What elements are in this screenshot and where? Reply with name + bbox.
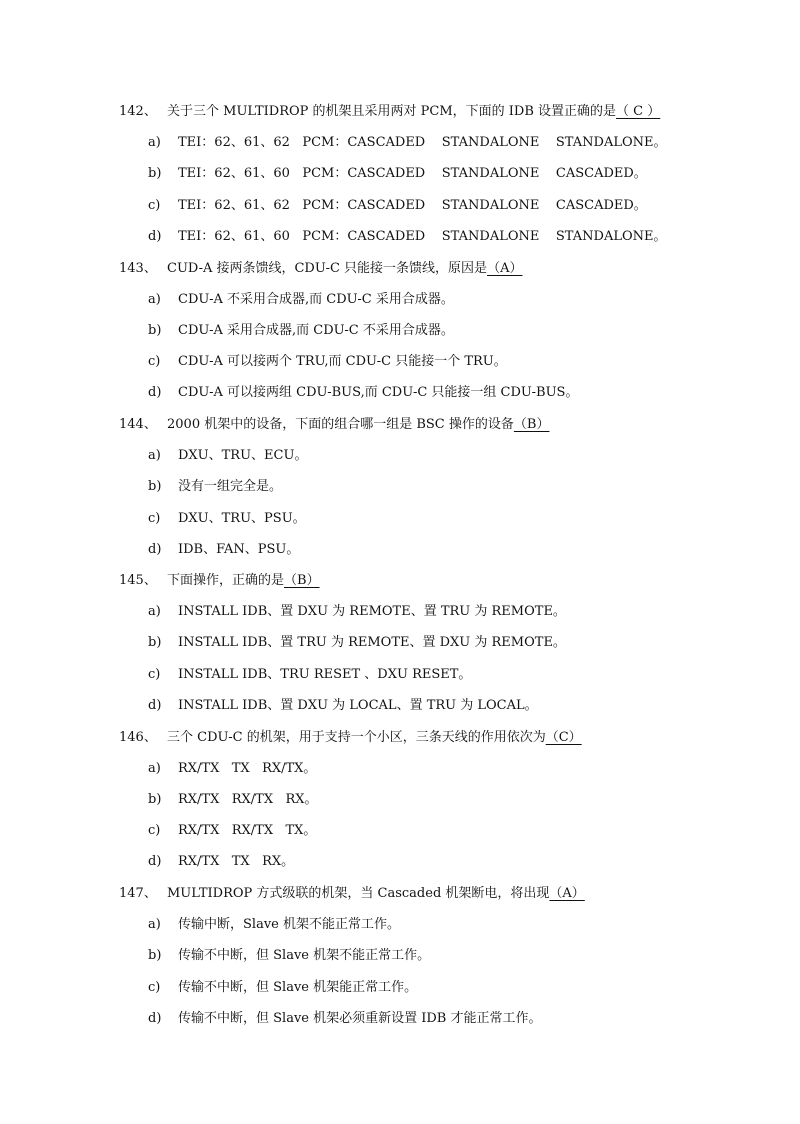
option-text: 传输不中断，但 Slave 机架不能正常工作。	[178, 948, 431, 963]
option-text: TEI：62、61、60 PCM：CASCADED STANDALONE STANDALONE。	[178, 229, 667, 244]
option-c	[148, 508, 306, 530]
option-text: 没有一组完全是。	[178, 479, 283, 494]
option-letter: c)	[148, 980, 161, 995]
option-b	[148, 789, 318, 811]
option-letter: b)	[148, 323, 162, 338]
question-stem	[119, 570, 320, 592]
option-letter: a)	[148, 448, 161, 463]
question-stem	[119, 258, 522, 280]
option-b	[148, 163, 647, 185]
question-answer: （ C ）	[616, 104, 661, 119]
question-text: CUD-A 接两条馈线，CDU-C 只能接一条馈线，原因是	[167, 261, 488, 276]
option-text: RX/TX TX RX。	[178, 854, 295, 869]
option-letter: a)	[148, 604, 161, 619]
question-answer: （A）	[549, 886, 585, 901]
question-number: 146、	[119, 730, 157, 745]
option-text: INSTALL IDB、置 DXU 为 LOCAL、置 TRU 为 LOCAL。	[178, 698, 538, 713]
option-letter: d)	[148, 1011, 162, 1026]
option-letter: d)	[148, 698, 162, 713]
option-letter: a)	[148, 135, 161, 150]
option-letter: d)	[148, 385, 162, 400]
option-a	[148, 914, 400, 936]
question-answer: （B）	[513, 417, 550, 432]
option-d	[148, 539, 299, 561]
option-text: 传输不中断，但 Slave 机架必须重新设置 IDB 才能正常工作。	[178, 1011, 542, 1026]
question-number: 145、	[119, 573, 157, 588]
option-letter: b)	[148, 479, 162, 494]
question-answer: （C）	[545, 730, 582, 745]
question-stem	[119, 101, 660, 123]
option-letter: c)	[148, 667, 161, 682]
option-c	[148, 664, 471, 686]
option-d	[148, 1008, 542, 1030]
option-letter: d)	[148, 854, 162, 869]
option-d	[148, 851, 294, 873]
option-text: CDU-A 不采用合成器,而 CDU-C 采用合成器。	[178, 292, 454, 307]
option-d	[148, 382, 578, 404]
question-number: 147、	[119, 886, 157, 901]
option-text: 传输不中断，但 Slave 机架能正常工作。	[178, 980, 418, 995]
question-text: 关于三个 MULTIDROP 的机架且采用两对 PCM，下面的 IDB 设置正确的是	[167, 104, 617, 119]
option-d	[148, 226, 666, 248]
question-number: 142、	[119, 104, 157, 119]
option-a	[148, 132, 666, 154]
question-text: 2000 机架中的设备，下面的组合哪一组是 BSC 操作的设备	[167, 417, 514, 432]
option-c	[148, 977, 417, 999]
option-text: RX/TX TX RX/TX。	[178, 761, 317, 776]
option-b	[148, 945, 430, 967]
option-text: TEI：62、61、60 PCM：CASCADED STANDALONE CASCADED。	[178, 166, 647, 181]
option-a	[148, 445, 307, 467]
option-text: CDU-A 可以接两组 CDU-BUS,而 CDU-C 只能接一组 CDU-BUS。	[178, 385, 579, 400]
option-letter: b)	[148, 792, 162, 807]
option-c	[148, 351, 507, 373]
question-answer: （B）	[284, 573, 320, 588]
option-a	[148, 601, 566, 623]
option-letter: c)	[148, 511, 161, 526]
option-letter: c)	[148, 354, 161, 369]
option-letter: d)	[148, 229, 162, 244]
option-a	[148, 758, 316, 780]
question-stem	[119, 883, 585, 905]
option-text: CDU-A 可以接两个 TRU,而 CDU-C 只能接一个 TRU。	[178, 354, 507, 369]
option-letter: a)	[148, 292, 161, 307]
option-letter: a)	[148, 761, 161, 776]
question-text: 三个 CDU-C 的机架，用于支持一个小区，三条天线的作用依次为	[167, 730, 546, 745]
option-b	[148, 320, 454, 342]
option-c	[148, 195, 647, 217]
question-stem	[119, 727, 582, 749]
option-letter: b)	[148, 948, 162, 963]
question-number: 144、	[119, 417, 157, 432]
option-c	[148, 820, 316, 842]
option-letter: c)	[148, 823, 161, 838]
option-letter: b)	[148, 166, 162, 181]
option-letter: b)	[148, 635, 162, 650]
option-text: TEI：62、61、62 PCM：CASCADED STANDALONE CASCADED。	[178, 198, 647, 213]
option-b	[148, 476, 282, 498]
option-a	[148, 289, 454, 311]
option-text: INSTALL IDB、置 TRU 为 REMOTE、置 DXU 为 REMOTE。	[178, 635, 566, 650]
option-d	[148, 695, 538, 717]
question-text: 下面操作，正确的是	[167, 573, 285, 588]
option-text: INSTALL IDB、置 DXU 为 REMOTE、置 TRU 为 REMOTE。	[178, 604, 566, 619]
option-b	[148, 632, 566, 654]
question-number: 143、	[119, 261, 157, 276]
option-text: RX/TX RX/TX RX。	[178, 792, 318, 807]
option-text: 传输中断，Slave 机架不能正常工作。	[178, 917, 400, 932]
option-text: DXU、TRU、PSU。	[178, 511, 306, 526]
option-text: RX/TX RX/TX TX。	[178, 823, 317, 838]
question-answer: （A）	[487, 261, 523, 276]
option-text: CDU-A 采用合成器,而 CDU-C 不采用合成器。	[178, 323, 454, 338]
option-letter: a)	[148, 917, 161, 932]
question-text: MULTIDROP 方式级联的机架，当 Cascaded 机架断电，将出现	[167, 886, 550, 901]
option-letter: d)	[148, 542, 162, 557]
option-text: INSTALL IDB、TRU RESET 、DXU RESET。	[178, 667, 472, 682]
option-text: DXU、TRU、ECU。	[178, 448, 308, 463]
option-text: TEI：62、61、62 PCM：CASCADED STANDALONE STANDALONE。	[178, 135, 667, 150]
option-letter: c)	[148, 198, 161, 213]
question-stem	[119, 414, 549, 436]
option-text: IDB、FAN、PSU。	[178, 542, 300, 557]
